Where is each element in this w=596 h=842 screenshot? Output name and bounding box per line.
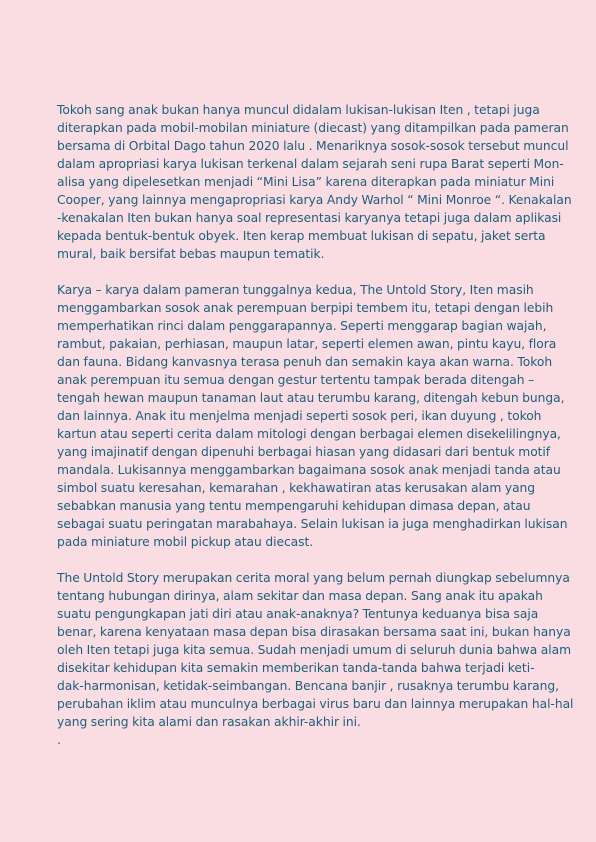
text-line: sebagai suatu peringatan marabahaya. Selain lukisan ia juga menghadirkan lukisan — [57, 517, 568, 531]
text-line: dak-harmonisan, ketidak-seimbangan. Bencana banjir , rusaknya terumbu karang, — [57, 679, 559, 693]
paragraph-3 — [57, 569, 574, 731]
text-line: alisa yang dipelesetkan menjadi “Mini Lisa” karena diterapkan pada miniatur Mini — [57, 175, 555, 189]
text-line: kartun atau seperti cerita dalam mitologi dengan berbagai elemen disekelilingnya, — [57, 427, 561, 441]
text-line: disekitar kehidupan kita semakin memberikan tanda-tanda bahwa terjadi keti- — [57, 661, 535, 675]
text-line: oleh Iten tetapi juga kita semua. Sudah menjadi umum di seluruh dunia bahwa alam — [57, 643, 571, 657]
text-line: mural, baik bersifat bebas maupun tematik. — [57, 247, 325, 261]
text-line: anak perempuan itu semua dengan gestur tertentu tampak berada ditengah – — [57, 373, 535, 387]
text-line: -kenakalan Iten bukan hanya soal representasi karyanya tetapi juga dalam aplikasi — [57, 211, 562, 225]
text-line: menggambarkan sosok anak perempuan berpipi tembem itu, tetapi dengan lebih — [57, 301, 554, 315]
text-line: tengah hewan maupun tanaman laut atau terumbu karang, ditengah kebun bunga, — [57, 391, 565, 405]
text-line: rambut, pakaian, perhiasan, maupun latar, seperti elemen awan, pintu kayu, flora — [57, 337, 557, 351]
text-line: perubahan iklim atau munculnya berbagai virus baru dan lainnya merupakan hal-hal — [57, 697, 574, 711]
text-line: bersama di Orbital Dago tahun 2020 lalu . Menariknya sosok-sosok tersebut muncul — [57, 139, 569, 153]
text-line: diterapkan pada mobil-mobilan miniature (diecast) yang ditampilkan pada pameran — [57, 121, 569, 135]
text-line: The Untold Story merupakan cerita moral yang belum pernah diungkap sebelumnya — [57, 571, 570, 585]
paragraph-2 — [57, 281, 568, 551]
text-line: dalam apropriasi karya lukisan terkenal dalam sejarah seni rupa Barat seperti Mon- — [57, 157, 564, 171]
text-line: benar, karena kenyataan masa depan bisa dirasakan bersama saat ini, bukan hanya — [57, 625, 571, 639]
text-line: memperhatikan rinci dalam penggarapannya. Seperti menggarap bagian wajah, — [57, 319, 547, 333]
text-line: Karya – karya dalam pameran tunggalnya kedua, The Untold Story, Iten masih — [57, 283, 534, 297]
text-line: pada miniature mobil pickup atau diecast. — [57, 535, 314, 549]
text-line: Cooper, yang lainnya mengapropriasi karya Andy Warhol “ Mini Monroe “. Kenakalan — [57, 193, 572, 207]
text-line: sebabkan manusia yang tentu mempengaruhi kehidupan dimasa depan, atau — [57, 499, 531, 513]
text-line: Tokoh sang anak bukan hanya muncul didalam lukisan-lukisan Iten , tetapi juga — [57, 103, 540, 117]
text-line: suatu pengungkapan jati diri atau anak-anaknya? Tentunya keduanya bisa saja — [57, 607, 539, 621]
text-line: simbol suatu keresahan, kemarahan , kekhawatiran atas kerusakan alam yang — [57, 481, 536, 495]
text-line: dan lainnya. Anak itu menjelma menjadi seperti sosok peri, ikan duyung , tokoh — [57, 409, 542, 423]
text-line: dan fauna. Bidang kanvasnya terasa penuh dan semakin kaya akan warna. Tokoh — [57, 355, 553, 369]
paragraph-1 — [57, 101, 572, 263]
text-line: yang imajinatif dengan dipenuhi berbagai hiasan yang didasari dari bentuk motif — [57, 445, 551, 459]
text-line: kepada bentuk-bentuk obyek. Iten kerap membuat lukisan di sepatu, jaket serta — [57, 229, 546, 243]
text-line: tentang hubungan dirinya, alam sekitar dan masa depan. Sang anak itu apakah — [57, 589, 543, 603]
text-line: yang sering kita alami dan rasakan akhir-akhir ini. — [57, 715, 361, 729]
text-line: mandala. Lukisannya menggambarkan bagaimana sosok anak menjadi tanda atau — [57, 463, 561, 477]
trailing-mark: . — [57, 733, 61, 747]
